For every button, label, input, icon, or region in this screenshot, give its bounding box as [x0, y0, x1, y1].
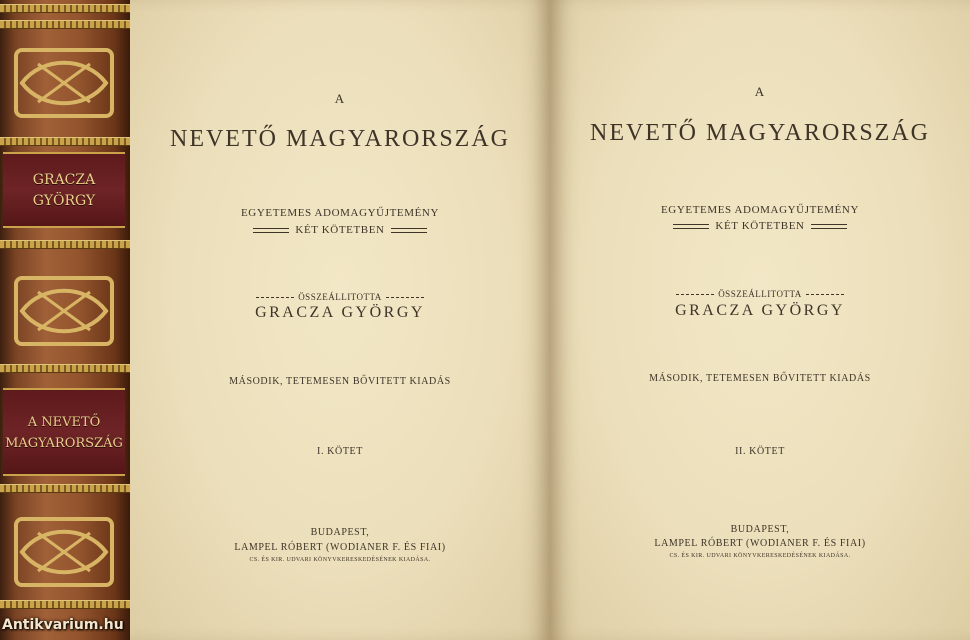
- ornamental-rule: [806, 294, 844, 296]
- gilt-band: [0, 364, 130, 373]
- volume-number: I. KÖTET: [317, 446, 363, 457]
- gilt-band: [0, 240, 130, 249]
- subtitle-row: [130, 224, 550, 236]
- imprint-publisher: LAMPEL RÓBERT (WODIANER F. ÉS FIAI): [234, 542, 446, 553]
- ornamental-rule: [676, 294, 714, 296]
- page-title: NEVETŐ MAGYARORSZÁG: [169, 126, 510, 152]
- subtitle-row: [550, 220, 970, 232]
- gilt-band: [0, 137, 130, 146]
- volume-number: II. KÖTET: [735, 446, 785, 457]
- imprint-city: BUDAPEST,: [310, 527, 370, 538]
- gilt-band: [0, 600, 130, 609]
- title-article: A: [334, 91, 346, 106]
- imprint-publisher: LAMPEL RÓBERT (WODIANER F. ÉS FIAI): [654, 538, 866, 549]
- subtitle-volumes: KÉT KÖTETBEN: [715, 220, 805, 232]
- imprint-note: CS. ÉS KIR. UDVARI KÖNYVKERESKEDÉSÉNEK KIADÁSA.: [669, 553, 851, 559]
- ornamental-rule: [386, 297, 424, 299]
- double-rule: [253, 228, 289, 233]
- edition-note: MÁSODIK, TETEMESEN BŐVITETT KIADÁS: [229, 376, 451, 387]
- edition-note: MÁSODIK, TETEMESEN BŐVITETT KIADÁS: [649, 373, 871, 384]
- gilt-band: [0, 484, 130, 493]
- double-rule: [811, 224, 847, 229]
- imprint-note: CS. ÉS KIR. UDVARI KÖNYVKERESKEDÉSÉNEK KIADÁSA.: [249, 557, 431, 563]
- gilt-band: [0, 4, 130, 13]
- spine-title-line: MAGYARORSZÁG: [5, 436, 123, 451]
- double-rule: [391, 228, 427, 233]
- watermark: Antikvarium.hu: [2, 617, 124, 633]
- compiled-by-label: ÖSSZEÁLLITOTTA: [718, 289, 802, 299]
- title-page-right: [550, 0, 970, 640]
- author-name: GRACZA GYÖRGY: [675, 302, 845, 319]
- gilt-ornament-icon: [12, 515, 116, 589]
- subtitle-volumes: KÉT KÖTETBEN: [295, 224, 385, 236]
- gilt-ornament-icon: [12, 46, 116, 120]
- gilt-ornament-icon: [12, 274, 116, 348]
- subtitle: EGYETEMES ADOMAGYŰJTEMÉNY: [240, 207, 440, 219]
- compiler-row: [130, 292, 550, 302]
- double-rule: [673, 224, 709, 229]
- subtitle: EGYETEMES ADOMAGYŰJTEMÉNY: [660, 204, 860, 216]
- page-title: NEVETŐ MAGYARORSZÁG: [589, 120, 930, 146]
- spine-title-line: A NEVETŐ: [27, 415, 101, 430]
- book-spine: [0, 0, 130, 640]
- imprint-city: BUDAPEST,: [730, 524, 790, 535]
- gilt-band: [0, 20, 130, 29]
- compiled-by-label: ÖSSZEÁLLITOTTA: [298, 292, 382, 302]
- author-name: GRACZA GYÖRGY: [255, 304, 425, 321]
- title-article: A: [754, 84, 766, 99]
- compiler-row: [550, 289, 970, 299]
- spine-author-line: GYÖRGY: [32, 193, 96, 209]
- spine-author-label: [3, 152, 125, 228]
- spine-title-label: [3, 388, 125, 476]
- title-page-left: [130, 0, 550, 640]
- ornamental-rule: [256, 297, 294, 299]
- spine-author-line: GRACZA: [32, 172, 96, 188]
